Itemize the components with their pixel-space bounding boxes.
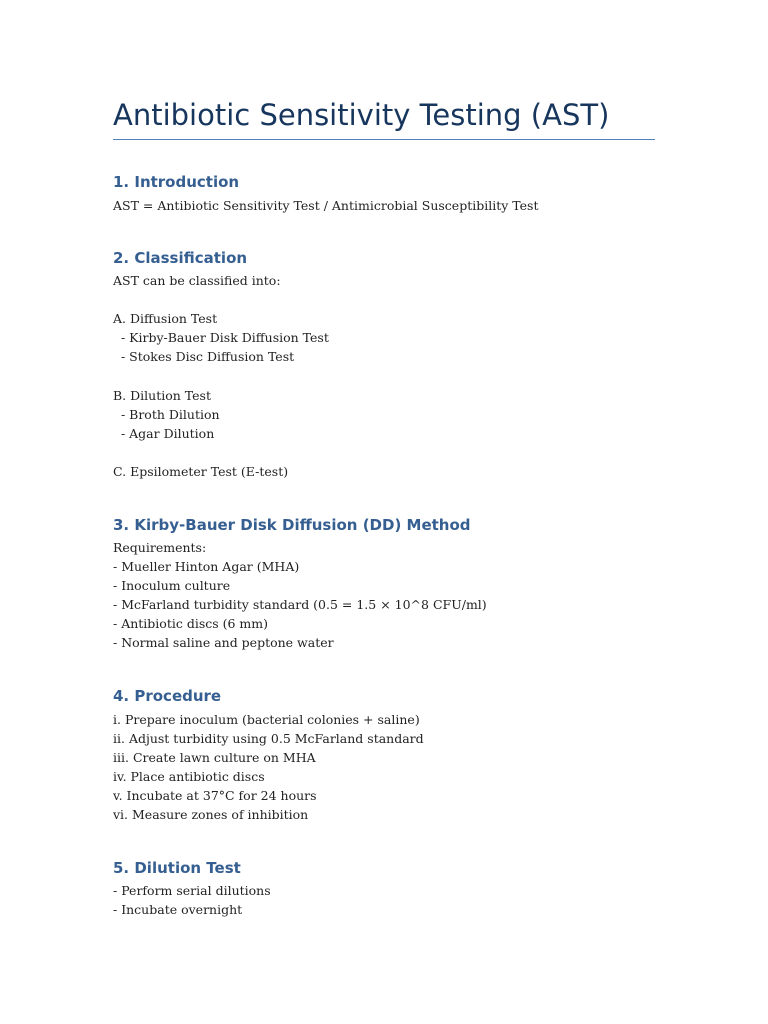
kirby-bauer-body (113, 538, 487, 653)
procedure-step: v. Incubate at 37°C for 24 hours (113, 788, 317, 804)
group-c-label: C. Epsilometer Test (E-test) (113, 463, 289, 479)
classification-intro: AST can be classified into: (113, 273, 281, 288)
procedure-step: ii. Adjust turbidity using 0.5 McFarland standard (113, 731, 424, 747)
group-a-label: A. Diffusion Test (113, 311, 218, 327)
requirement-item: - Antibiotic discs (6 mm) (113, 616, 269, 632)
requirements-label: Requirements: (113, 540, 207, 555)
classification-body (113, 271, 329, 481)
requirement-item: - Inoculum culture (113, 578, 231, 594)
requirement-item: - Normal saline and peptone water (113, 635, 334, 651)
heading-procedure: 4. Procedure (113, 687, 222, 705)
requirement-item: - McFarland turbidity standard (0.5 = 1.5 × 10^8 CFU/ml) (113, 597, 487, 613)
heading-dilution: 5. Dilution Test (113, 859, 241, 877)
dilution-step: - Perform serial dilutions (113, 883, 271, 898)
introduction-body (113, 196, 538, 215)
title-divider (113, 139, 655, 140)
procedure-step: i. Prepare inoculum (bacterial colonies + saline) (113, 712, 420, 727)
spacer (113, 443, 329, 462)
heading-kirby-bauer: 3. Kirby-Bauer Disk Diffusion (DD) Method (113, 516, 471, 534)
procedure-step: iii. Create lawn culture on MHA (113, 750, 316, 766)
procedure-step: iv. Place antibiotic discs (113, 769, 265, 785)
introduction-line: AST = Antibiotic Sensitivity Test / Antimicrobial Susceptibility Test (113, 198, 539, 213)
group-a-item: - Kirby-Bauer Disk Diffusion Test (113, 330, 329, 346)
group-b-item: - Broth Dilution (113, 406, 220, 422)
heading-classification: 2. Classification (113, 249, 248, 267)
requirement-item: - Mueller Hinton Agar (MHA) (113, 559, 300, 575)
procedure-step: vi. Measure zones of inhibition (113, 807, 309, 823)
spacer (113, 290, 329, 309)
spacer (113, 366, 329, 385)
heading-introduction: 1. Introduction (113, 173, 240, 191)
group-b-label: B. Dilution Test (113, 387, 211, 403)
group-b-item: - Agar Dilution (113, 425, 215, 441)
dilution-body (113, 881, 271, 919)
dilution-step: - Incubate overnight (113, 902, 243, 918)
group-a-item: - Stokes Disc Diffusion Test (113, 349, 295, 365)
procedure-body (113, 710, 424, 825)
document-title: Antibiotic Sensitivity Testing (AST) (113, 98, 610, 132)
